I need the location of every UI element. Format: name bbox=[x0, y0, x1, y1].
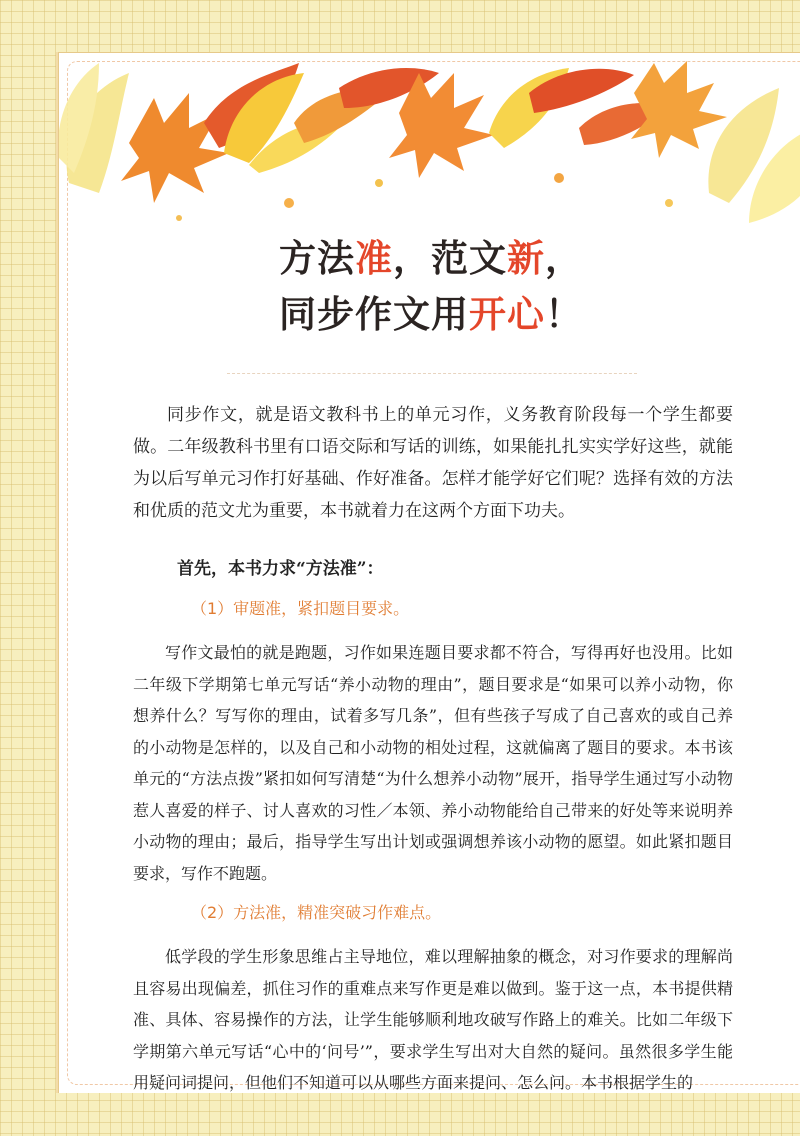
dot-4 bbox=[665, 199, 673, 207]
dot-3 bbox=[554, 173, 564, 183]
orange-leaf-right bbox=[631, 61, 727, 158]
dot-2 bbox=[375, 179, 383, 187]
title-divider bbox=[227, 373, 637, 374]
subheading-2: （2）方法准，精准突破习作难点。 bbox=[191, 903, 442, 922]
pale-fan-leaf-right bbox=[708, 88, 800, 223]
paragraph-2: 低学段的学生形象思维占主导地位，难以理解抽象的概念，对习作要求的理解尚且容易出现偏差，抓住习作的重难点来写作更是难以做到。鉴于这一点，本书提供精准、具体、容易操作的方法，让学生能够顺利地攻破写作路上的难关。比如二年级下学期第六单元写话“心中的‘问号’”，要求学生写出对大自然的疑问。虽然很多学生能用疑问词提问，但他们不知道可以从哪些方面来提问、怎么问。本书根据学生的 bbox=[133, 947, 733, 1092]
page-title bbox=[59, 231, 800, 343]
page-card bbox=[58, 52, 800, 1093]
dot-5 bbox=[176, 215, 182, 221]
intro-paragraph: 同步作文，就是语文教科书上的单元习作，义务教育阶段每一个学生都要做。二年级教科书里有口语交际和写话的训练，如果能扎扎实实学好这些，就能为以后写单元习作打好基础、作好准备。怎样才能学好它们呢？选择有效的方法和优质的范文尤为重要，本书就着力在这两个方面下功夫。 bbox=[133, 405, 733, 521]
body-text bbox=[133, 399, 733, 1093]
paragraph-1: 写作文最怕的就是跑题，习作如果连题目要求都不符合，写得再好也没用。比如二年级下学期第七单元写话“养小动物的理由”，题目要求是“如果可以养小动物，你想养什么？写写你的理由，试着多写几条”，但有些孩子写成了自己喜欢的或自己养的小动物是怎样的，以及自己和小动物的相处过程，这就偏离了题目的要求。本书该单元的“方法点拨”紧扣如何写清楚“为什么想养小动物”展开，指导学生通过写小动物惹人喜爱的样子、讨人喜欢的习性／本领、养小动物能给自己带来的好处等来说明养小动物的理由；最后，指导学生写出计划或强调想养该小动物的愿望。如此紧扣题目要求，写作不跑题。 bbox=[133, 643, 733, 883]
title-line-1: 方法准，范文新， bbox=[279, 237, 583, 280]
dot-1 bbox=[284, 198, 294, 208]
title-line-2: 同步作文用开心！ bbox=[279, 293, 583, 336]
pale-leaf-left bbox=[59, 63, 129, 193]
autumn-leaves-decoration bbox=[59, 53, 800, 243]
section-heading: 首先，本书力求“方法准”： bbox=[177, 559, 384, 579]
maple-leaf-left bbox=[121, 93, 229, 203]
subheading-1: （1）审题准，紧扣题目要求。 bbox=[191, 599, 410, 618]
